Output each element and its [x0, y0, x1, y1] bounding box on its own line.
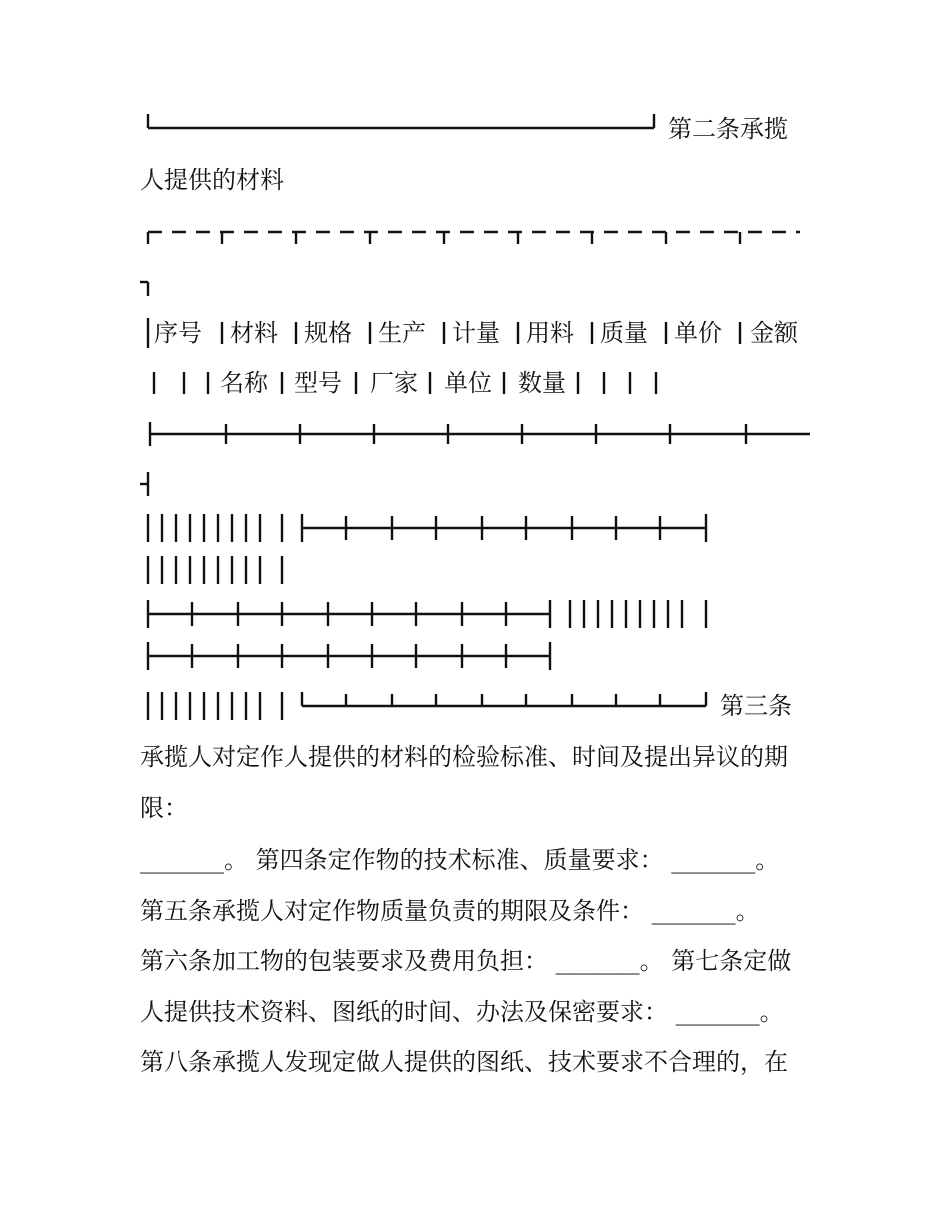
col-header-measure: 计量: [452, 319, 500, 347]
col-header-seq: 序号: [154, 319, 202, 347]
article-2-heading-cont: 人提供的材料: [140, 166, 284, 194]
paragraph-article-8: 第八条承揽人发现定做人提供的图纸、技术要求不合理的，在: [140, 1048, 788, 1076]
col-header-name: 名称: [220, 369, 268, 397]
paragraph-article-5: 第五条承揽人对定作物质量负责的期限及条件： _______。: [140, 897, 760, 925]
col-header-unit-price: 单价: [674, 319, 722, 347]
col-header-amount: 金额: [750, 319, 798, 347]
paragraph-article-6-7: 第六条加工物的包装要求及费用负担： _______。 第七条定做: [140, 947, 792, 975]
article-2-heading-part: 第二条承揽: [668, 115, 788, 143]
paragraph-article-3-cont: 限：: [140, 794, 188, 822]
col-header-quantity: 数量: [518, 369, 566, 397]
col-header-quality: 质量: [600, 319, 648, 347]
paragraph-article-7-cont: 人提供技术资料、图纸的时间、办法及保密要求： _______。: [140, 998, 784, 1026]
col-header-manufacturer: 厂家: [370, 369, 418, 397]
col-header-unit: 单位: [444, 369, 492, 397]
col-header-material: 材料: [230, 319, 278, 347]
col-header-spec: 规格: [304, 319, 352, 347]
paragraph-article-3: 承揽人对定作人提供的材料的检验标准、时间及提出异议的期: [140, 743, 788, 771]
col-header-usage: 用料: [526, 319, 574, 347]
paragraph-article-4: _______。 第四条定作物的技术标准、质量要求： _______。: [140, 846, 780, 874]
col-header-model: 型号: [294, 369, 342, 397]
article-3-heading-part: 第三条: [720, 692, 792, 720]
col-header-produce: 生产: [378, 319, 426, 347]
